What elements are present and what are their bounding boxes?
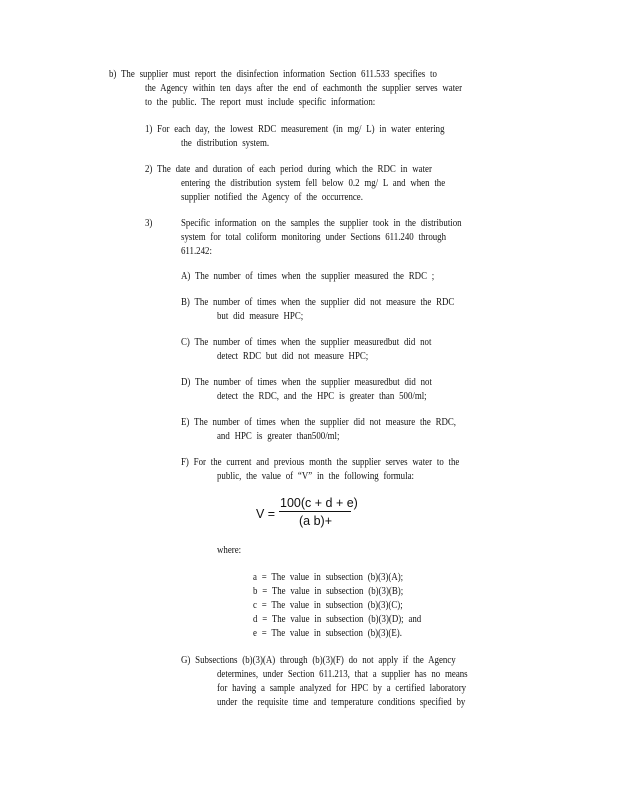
section-b-line-2: the Agency within ten days after the end of eachmonth the supplier serves water [145, 83, 463, 94]
sub-g-line-2: determines, under Section 611.213, that a supplier has no means [217, 669, 468, 680]
sub-c-line-2: detect RDC but did not measure HPC; [217, 351, 369, 362]
section-b-line-3: to the public. The report must include specific information: [145, 97, 376, 108]
definition-e: e = The value in subsection (b)(3)(E). [253, 628, 402, 639]
item-3-line-2: system for total coliform monitoring under Sections 611.240 through [181, 232, 447, 243]
item-3-line-3: 611.242: [181, 246, 212, 257]
item-1-line-1: 1) For each day, the lowest RDC measurement (in mg/ L) in water entering [145, 124, 445, 135]
sub-e-line-2: and HPC is greater than500/ml; [217, 431, 340, 442]
sub-e-line-1: E) The number of times when the supplier did not measure the RDC, [181, 417, 457, 428]
item-1-line-2: the distribution system. [181, 138, 270, 149]
sub-g-line-3: for having a sample analyzed for HPC by a certified laboratory [217, 683, 467, 694]
definition-a: a = The value in subsection (b)(3)(A); [253, 572, 404, 583]
item-3-line-1: Specific information on the samples the supplier took in the distribution [181, 218, 462, 229]
formula-lhs: V = [256, 507, 276, 521]
where-label: where: [217, 545, 242, 556]
section-b-line-1: b) The supplier must report the disinfection information Section 611.533 specifies to [109, 69, 437, 80]
formula-denominator: (a b)+ [299, 514, 333, 528]
sub-b-line-1: B) The number of times when the supplier did not measure the RDC [181, 297, 455, 308]
sub-d-line-2: detect the RDC, and the HPC is greater than 500/ml; [217, 391, 427, 402]
item-2-line-1: 2) The date and duration of each period during which the RDC in water [145, 164, 432, 175]
sub-f-line-1: F) For the current and previous month the supplier serves water to the [181, 457, 460, 468]
formula-fraction-bar [279, 511, 351, 512]
sub-a-line-1: A) The number of times when the supplier measured the RDC ; [181, 271, 435, 282]
item-3-number: 3) [145, 218, 153, 229]
sub-d-line-1: D) The number of times when the supplier measuredbut did not [181, 377, 432, 388]
item-2-line-2: entering the distribution system fell below 0.2 mg/ L and when the [181, 178, 446, 189]
formula-numerator: 100(c + d + e) [280, 496, 358, 510]
sub-b-line-2: but did measure HPC; [217, 311, 304, 322]
item-2-line-3: supplier notified the Agency of the occurrence. [181, 192, 363, 203]
definition-d: d = The value in subsection (b)(3)(D); and [253, 614, 422, 625]
definition-b: b = The value in subsection (b)(3)(B); [253, 586, 404, 597]
definition-c: c = The value in subsection (b)(3)(C); [253, 600, 403, 611]
sub-c-line-1: C) The number of times when the supplier measuredbut did not [181, 337, 432, 348]
sub-f-line-2: public, the value of “V” in the following formula: [217, 471, 414, 482]
sub-g-line-1: G) Subsections (b)(3)(A) through (b)(3)(F) do not apply if the Agency [181, 655, 456, 666]
sub-g-line-4: under the requisite time and temperature conditions specified by [217, 697, 466, 708]
